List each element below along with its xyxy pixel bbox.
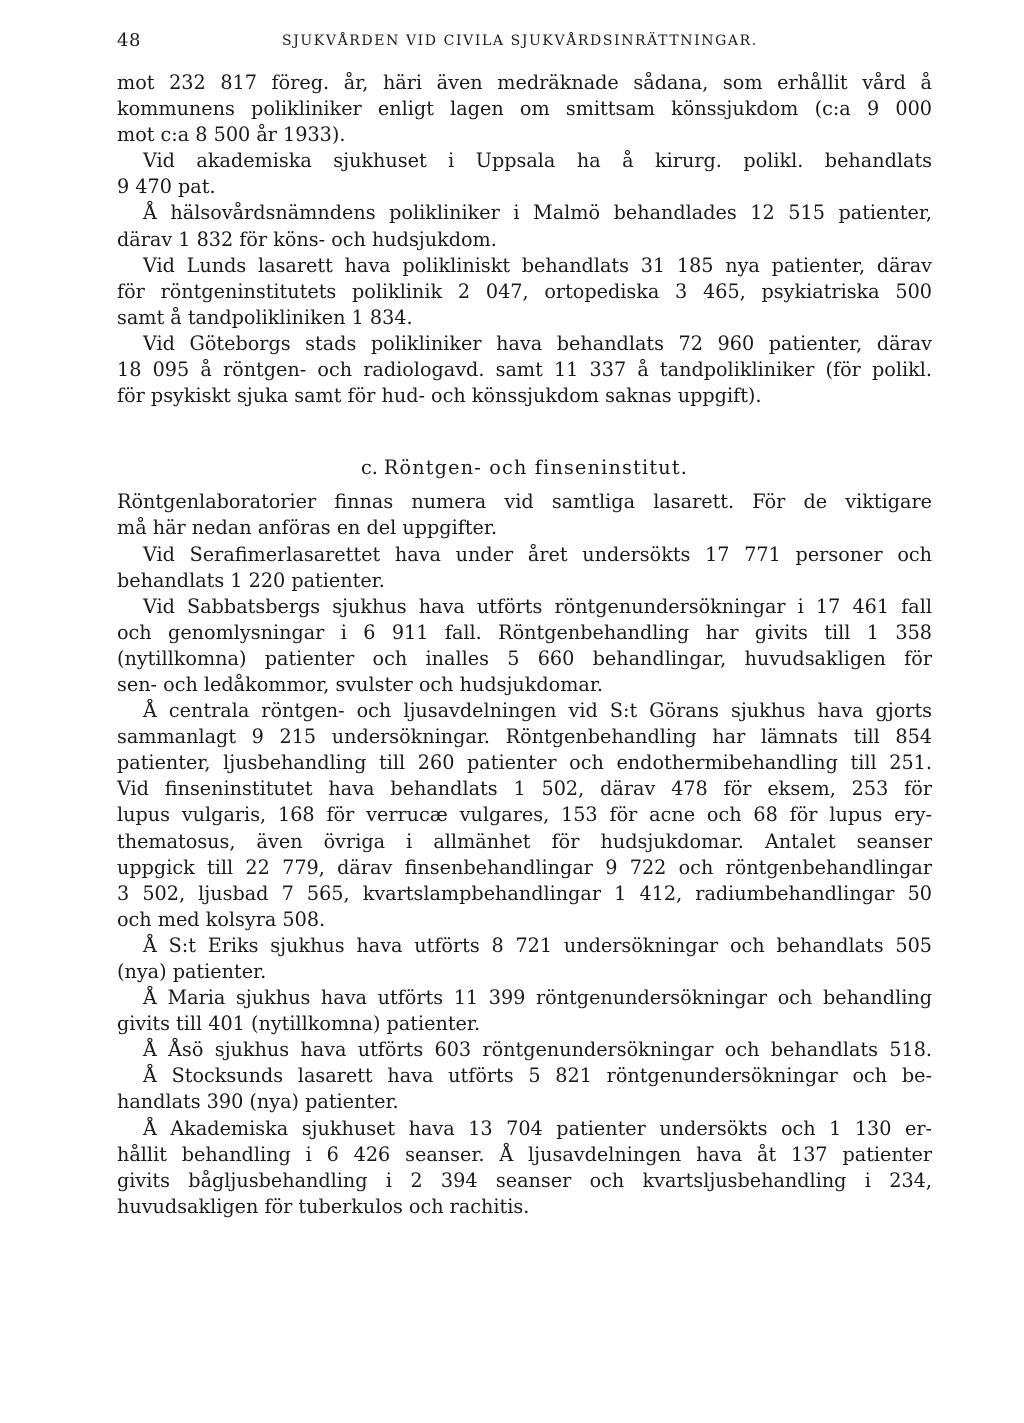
text-line: och med kolsyra 508. (117, 907, 326, 931)
text-line: mot c:a 8 500 år 1933). (117, 123, 346, 147)
text-line: Röntgenlaboratorier finnas numera vid samtliga lasarett. För de viktigare (117, 490, 932, 514)
text-line: sammanlagt 9 215 undersökningar. Röntgenbehandling har lämnats till 854 (117, 725, 932, 749)
text-line: samt å tandpolikliniken 1 834. (117, 305, 413, 329)
text-line: (nya) patienter. (117, 960, 267, 983)
text-line: 3 502, ljusbad 7 565, kvartslampbehandlingar 1 412, radiumbehandlingar 50 (117, 881, 932, 905)
text-line: 18 095 å röntgen- och radiologavd. samt 11 337 å tandpolikliniker (för polikl. (117, 358, 932, 382)
text-line: givits till 401 (nytillkomna) patienter. (117, 1012, 481, 1036)
text-line: Å Åsö sjukhus hava utförts 603 röntgenundersökningar och behandlats 518. (143, 1038, 932, 1062)
text-line: huvudsakligen för tuberkulos och rachitis. (117, 1194, 530, 1218)
text-line: hållit behandling i 6 426 seanser. Å ljusavdelningen hava åt 137 patienter (117, 1142, 932, 1166)
text-line: Å Akademiska sjukhuset hava 13 704 patienter undersökts och 1 130 er- (143, 1116, 932, 1140)
text-line: mot 232 817 föreg. år, häri även medräknade sådana, som erhållit vård å (117, 71, 932, 94)
text-line: (nytillkomna) patienter och inalles 5 660 behandlingar, huvudsakligen för (117, 646, 932, 670)
text-line: och genomlysningar i 6 911 fall. Röntgenbehandling har givits till 1 358 (117, 620, 932, 644)
text-line: thematosus, även övriga i allmänhet för hudsjukdomar. Antalet seanser (117, 829, 932, 853)
text-line: därav 1 832 för köns- och hudsjukdom. (117, 227, 497, 251)
body-text (117, 70, 932, 1220)
text-line: lupus vulgaris, 168 för verrucæ vulgares, 153 för acne och 68 för lupus ery- (117, 803, 932, 827)
text-line: handlats 390 (nya) patienter. (117, 1090, 399, 1114)
text-line: Å centrala röntgen- och ljusavdelningen vid S:t Görans sjukhus hava gjorts (143, 699, 932, 723)
page-header (117, 30, 932, 54)
text-line: patienter, ljusbehandling till 260 patienter och endothermibehandling till 251. (117, 751, 932, 775)
running-title: SJUKVÅRDEN VID CIVILA SJUKVÅRDSINRÄTTNINGAR. (282, 33, 758, 49)
text-line: behandlats 1 220 patienter. (117, 568, 385, 592)
text-line: Vid akademiska sjukhuset i Uppsala ha å kirurg. polikl. behandlats (143, 149, 932, 173)
text-line: 9 470 pat. (117, 175, 216, 199)
text-line: sen- och ledåkommor, svulster och hudsjukdomar. (117, 672, 604, 696)
text-line: må här nedan anföras en del uppgifter. (117, 516, 498, 540)
text-line: för psykiskt sjuka samt för hud- och könssjukdom saknas uppgift). (117, 384, 762, 408)
text-line: Vid finseninstitutet hava behandlats 1 502, därav 478 för eksem, 253 för (117, 777, 932, 801)
text-line: för röntgeninstitutets poliklinik 2 047, ortopediska 3 465, psykiatriska 500 (117, 279, 932, 303)
text-line: Vid Lunds lasarett hava polikliniskt behandlats 31 185 nya patienter, därav (143, 253, 932, 277)
section-heading (117, 455, 932, 481)
text-line: Å hälsovårdsnämndens polikliniker i Malmö behandlades 12 515 patienter, (143, 201, 932, 225)
text-line: Å Maria sjukhus hava utförts 11 399 röntgenundersökningar och behandling (143, 986, 932, 1010)
page-number: 48 (117, 30, 141, 51)
text-line: Å Stocksunds lasarett hava utförts 5 821 röntgenundersökningar och be- (143, 1064, 932, 1088)
text-line: Vid Serafimerlasarettet hava under året undersökts 17 771 personer och (143, 542, 932, 566)
text-line: givits bågljusbehandling i 2 394 seanser och kvartsljusbehandling i 234, (117, 1168, 932, 1192)
text-line: kommunens polikliniker enligt lagen om smittsam könssjukdom (c:a 9 000 (117, 97, 932, 121)
text-line: Vid Sabbatsbergs sjukhus hava utförts röntgenundersökningar i 17 461 fall (143, 594, 932, 618)
text-line: Å S:t Eriks sjukhus hava utförts 8 721 undersökningar och behandlats 505 (143, 933, 932, 957)
text-line: uppgick till 22 779, därav finsenbehandlingar 9 722 och röntgenbehandlingar (117, 855, 932, 879)
text-line: Vid Göteborgs stads polikliniker hava behandlats 72 960 patienter, därav (143, 331, 932, 355)
section-title: Röntgen- och finseninstitut. (383, 456, 689, 480)
section-letter: c. (360, 456, 378, 480)
